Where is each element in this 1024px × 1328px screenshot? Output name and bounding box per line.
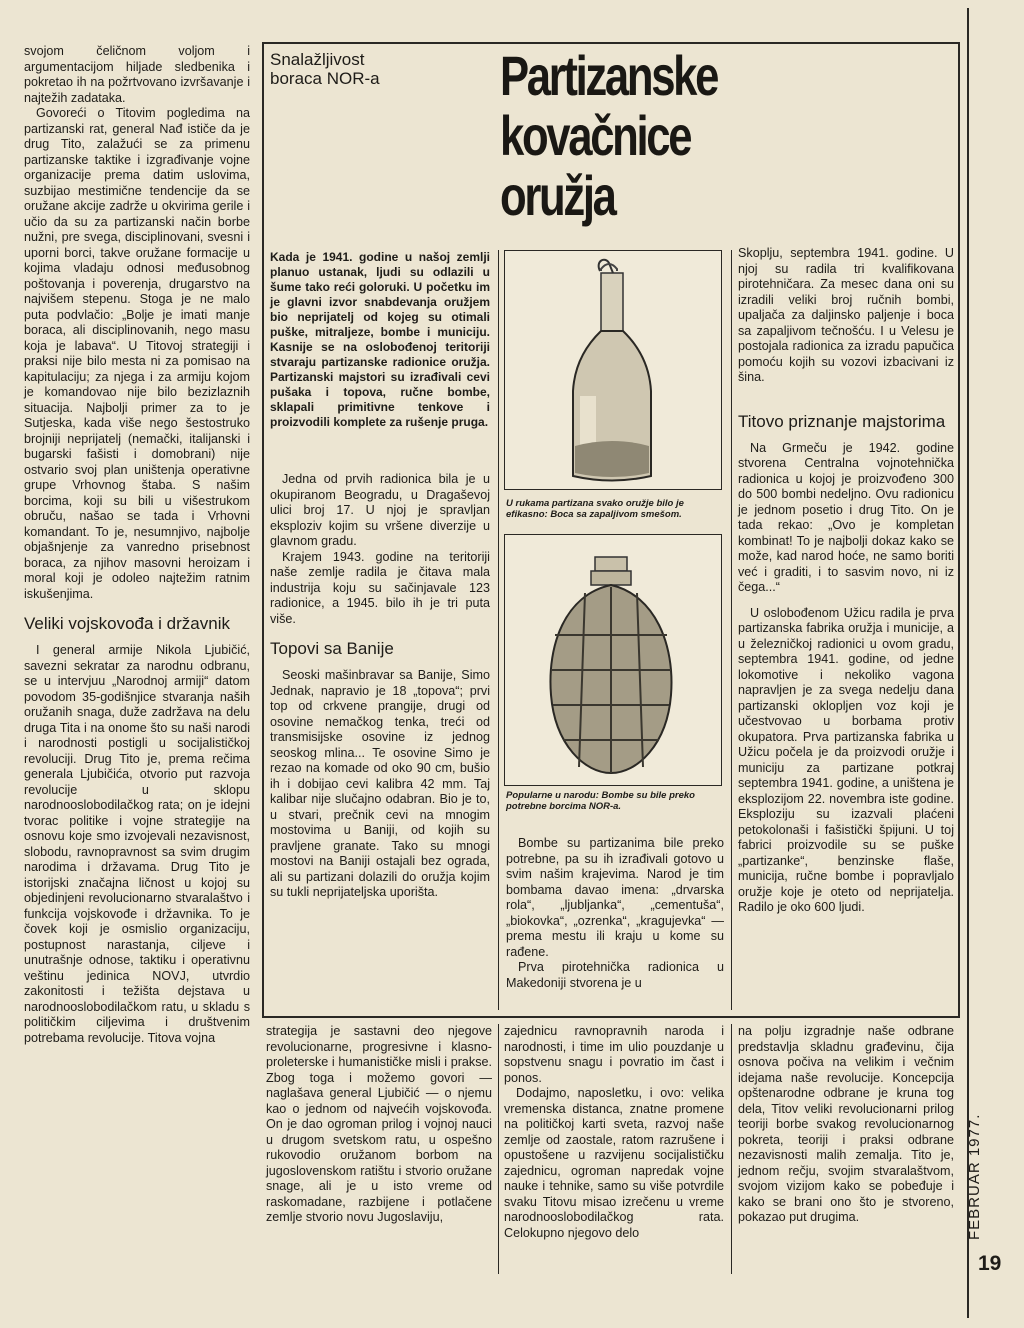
photo-bottle <box>504 250 722 490</box>
col3-paragraph-1: Bombe su partizanima bile preko potrebne, pa su ih izrađivali gotovo u svim našim krajevima. Narod je tim bombama davao imena: „drvarska rola“, „ljubljanka“, „cementuša“, „biokovka“, „ozrenka“, „kragujevka“ — prema mestu ili kraju u kome su rađene. <box>506 836 724 959</box>
subhead-topovi: Topovi sa Banije <box>270 639 394 658</box>
bottom-column-3 <box>504 1024 724 1241</box>
grenade-illustration <box>505 535 721 785</box>
article-right-rule <box>958 42 960 1017</box>
subhead-titovo-priznanje: Titovo priznanje majstorima <box>738 411 946 431</box>
article-column-3 <box>506 836 724 991</box>
bottom-col3-paragraph-1: zajednicu ravnopravnih naroda i narodnosti, i time im ulio pouzdanje u sopstvenu snagu i povratio im čast i ponos. <box>504 1024 724 1085</box>
article-lead: Kada je 1941. godine u našoj zemlji planuo ustanak, ljudi su odlazili u šume tako reći goloruki. U početku im je glavni izvor snabdevanja oružjem bio neprijatelj od kojeg su otimali puške, mitraljeze, bombe i municiju. Kasnije se na oslobođenoj teritoriji stvaraju partizanske radionice oružja. Partizanski majstori su izrađivali cevi pušaka i topova, ručne bombe, sklapali primitivne tenkove i proizvodili komplete za rušenje pruga. <box>270 250 490 429</box>
left-column <box>24 44 250 1046</box>
page-number: 19 <box>978 1252 1002 1275</box>
article-left-rule <box>262 42 264 1017</box>
col-divider-2 <box>731 250 732 1010</box>
bottom-column-2 <box>266 1024 492 1226</box>
col3-paragraph-2: Prva pirotehnička radionica u Makedoniji stvorena je u <box>506 960 724 990</box>
col2-paragraph-1: Jedna od prvih radionica bila je u okupiranom Beogradu, u Dragaševoj ulici broj 17. U njoj je spravljan eksploziv kojim su vršene diverzije u glavnom gradu. <box>270 472 490 548</box>
bottom-column-4 <box>738 1024 954 1226</box>
bottle-illustration <box>505 251 721 489</box>
bottom-col4-text: na polju izgradnje naše odbrane predstavlja skladnu građevinu, čija osnova počiva na velikim i večnim idejama naše revolucije. Koncepcija opštenarodne odbrane je kruna tog dela, Titov veliki revolucionarni prilog teoriji borbe svakog revolucionarnog pokreta, teoriji i praksi odbrane nezavisnosti malih zemalja. Tito je, jednom rečju, svojim stvaralaštvom, svojom vizijom kako se pobeđuje i kako se brani ono što je stvoreno, pokazao put drugima. <box>738 1024 954 1224</box>
left-paragraph-2: Govoreći o Titovim pogledima na partizanski rat, general Nađ ističe da je drug Tito, zalažući se za primenu partizanske taktike i izgrađivanje vojne organizacije prema datim uslovima, suzbijao mestimične tendencije da se oružane akcije zadrže u okvirima gerile i učio da su za partizanski način borbe nužni, pre svega, disciplinovani, svesni i uporni borci, takve oružane formacije u kojima vladaju odnosi međusobnog poštovanja i poverenja, drugarstvo na najvišem stepenu. Stoga je ne malo puta podvlačio: „Bolje je imati manje boraca, ali disciplinovanih, nego masu koja je labava“. U Titovoj strategiji i praksi nije bilo mesta ni za pomisao na kapitulaciju; za njega i za armiju kojom je komandovao nije bilo bezizlaznih situacija. Najbolji primer za to je Sutjeska, kada više nego šestostruko brojniji neprijatelj (nemački, italijanski i bugarski fašisti i domobrani) nije ostvario svoj plan uništenja operativne grupe Vrhovnog štaba. S našim borcima, koji su bili u višestrukom obruču, našao se tada i Vrhovni komandant. To je, nesumnjivo, najbolje objašnjenje za vanredno prisebnost boraca, za njihov masovni heroizam i moral koji je odoleo najtežim ratnim iskušenjima. <box>24 106 250 601</box>
photo-grenade <box>504 534 722 786</box>
article-title: Partizanske kovačnice oružja <box>500 44 718 227</box>
left-paragraph-1: svojom čeličnom voljom i argumentacijom hiljade sledbenika i pokretao ih na požrtvovano izvršavanje i najtežih zadataka. <box>24 44 250 105</box>
bottom-col2-text: strategija je sastavni deo njegove revolucionarne, progresivne i klasno-proleterske i humanističke misli i prakse. Zbog toga i možemo govori — naglašava general Ljubičić — o njemu kao o jednom od najvećih vojskovođa. On je dao ogroman prilog i vojnoj nauci u drugom svetskom ratu, u ospešno rukovodio oružanom borbom na jugoslovenskom ratištu i stvorio oružane snage, ali je u isto vreme od raskomadane, razbijene i potlačene zemlje stvorio novu Jugoslaviju, <box>266 1024 492 1224</box>
caption-grenade: Popularne u narodu: Bombe su bile preko potrebne borcima NOR-a. <box>506 790 695 812</box>
article-column-4 <box>738 246 954 916</box>
left-paragraph-3: I general armije Nikola Ljubičić, savezni sekratar za narodnu odbranu, se u intervjuu „Narodnoj armiji“ datom povodom 35-godišnjice stvaranja naših oružanih snaga, duže zadržava na delu druga Tita i na onome što su naši narodi i narodnosti postigli u socijalističkoj revoluciji. Drug Tito je, prema rečima generala Ljubičića, otvorio put razvoja revolucije u sklopu narodnooslobodilačkog rata; on je idejni tvorac politike i vojne strategije na osnovu koje smo izvojevali nezavisnost, slobodu, ravnopravnost sa svim drugim narodima i državama. Drug Tito je istorijski značajna ličnost u kojoj su objedinjeni revolucionarno stvaralaštvo i funkcija vojskovođe i državnika. To je čovek koji je osmislio organizaciju, postupnost narastanja, ciljeve i unutrašnje odnose, taktiku i operativnu veštinu jedinica NOVJ, utvrdio zakonitosti i težišta dejstava u narodnooslobodilačkom ratu, u skladu s političkim ciljevima i društvenim potrebama revolucije. Titova vojna <box>24 643 250 1045</box>
bottom-divider-1 <box>498 1024 499 1274</box>
col-divider-1 <box>498 250 499 1010</box>
col2-paragraph-2: Krajem 1943. godine na teritoriji naše zemlje radila je čitava mala industrija koju su sačinjavale 123 radionice, a 1945. bilo ih je tri puta više. <box>270 549 490 626</box>
article-column-2 <box>270 250 490 901</box>
article-bottom-rule <box>262 1016 960 1018</box>
caption-bottle: U rukama partizana svako oružje bilo je efikasno: Boca sa zapaljivom smešom. <box>506 498 684 520</box>
col4-paragraph-2: Na Grmeču je 1942. godine stvorena Centralna vojnotehnička radionica u kojoj je proizvođeno 300 do 500 bombi nedeljno. Ovu radionicu je jednom posetio i drug Tito. On je tada rekao: „Ovo je kompletan kombinat! To je najbolji dokaz kako se može, kad narod hoće, ne samo boriti već i graditi, i to sasvim novo, ni iz čega...“ <box>738 440 954 594</box>
bottom-divider-2 <box>731 1024 732 1274</box>
bottom-col3-paragraph-2: Dodajmo, naposletku, i ovo: velika vremenska distanca, znatne promene na političkoj karti sveta, razvoj naše zemlje od zaostale, ratom razrušene i opustošene u razvijenu socijalističku zajednicu, ogroman napredak vojne nauke i tehnike, samo su više potvrdile svaku Titovu misao izrečenu u vreme narodnooslobodilačkog rata. Celokupno njegovo delo <box>504 1086 724 1240</box>
col2-paragraph-3: Seoski mašinbravar sa Banije, Simo Jednak, napravio je 18 „topova“; prvi top od crkvene prangije, drugi od osovine nemačkog tenka, treći od transmisijske osovine iz jednog seoskog mlina... Te osovine Simo je rezao na komade od oko 90 cm, bušio ih i dobijao cevi kalibra 42 mm. Taj kalibar nije slučajno odabran. Bio je to, u stvari, prečnik cevi na mnogim mostovima u Baniji, od kojih su pravljene granate. Tako su mnogi mostovi na Baniji ostajali bez ograda, ali su partizani dolazili do oružja kojim su tukli neprijateljska uporišta. <box>270 668 490 899</box>
col4-paragraph-1: Skoplju, septembra 1941. godine. U njoj su radila tri kvalifikovana pirotehničara. Za mesec dana oni su izradili veliki broj ručnih bombi, upaljača za daljinsko paljenje i boca sa zapaljivom tečnošću. I u Velesu je postojala radionica za izradu papučica pomoću kojih su vozovi izbacivani iz šina. <box>738 246 954 384</box>
col4-paragraph-3: U oslobođenom Užicu radila je prva partizanska fabrika oružja i municije, a u železničkoj radionici u ovom gradu, septembra 1941. godine, od jedne lokomotive i nekoliko vagona napravljen je za svega nedelju dana partizanski oklopljen voz koji je učestvovao u borbama protiv okupatora. Prva partizanska fabrika u Užicu počela je da proizvodi oružje i municiju za partizane potkraj septembra 1941. godine, a uništena je eksplozijom 22. novembra iste godine. Eksploziju su izazvali plaćeni petokolonaši i fašistički špijuni. U toj fabrici proizvodile su se puške „partizanke“, benzinske flaše, municija, ručne bombe i popravljalo oružje koje je oteto od neprijatelja. Radilo je oko 600 ljudi. <box>738 605 954 914</box>
issue-date: FEBRUAR 1977. <box>966 1113 983 1240</box>
article-kicker: Snalažljivost boraca NOR-a <box>270 50 380 88</box>
subhead-veliki-vojskovodja: Veliki vojskovođa i državnik <box>24 614 230 633</box>
